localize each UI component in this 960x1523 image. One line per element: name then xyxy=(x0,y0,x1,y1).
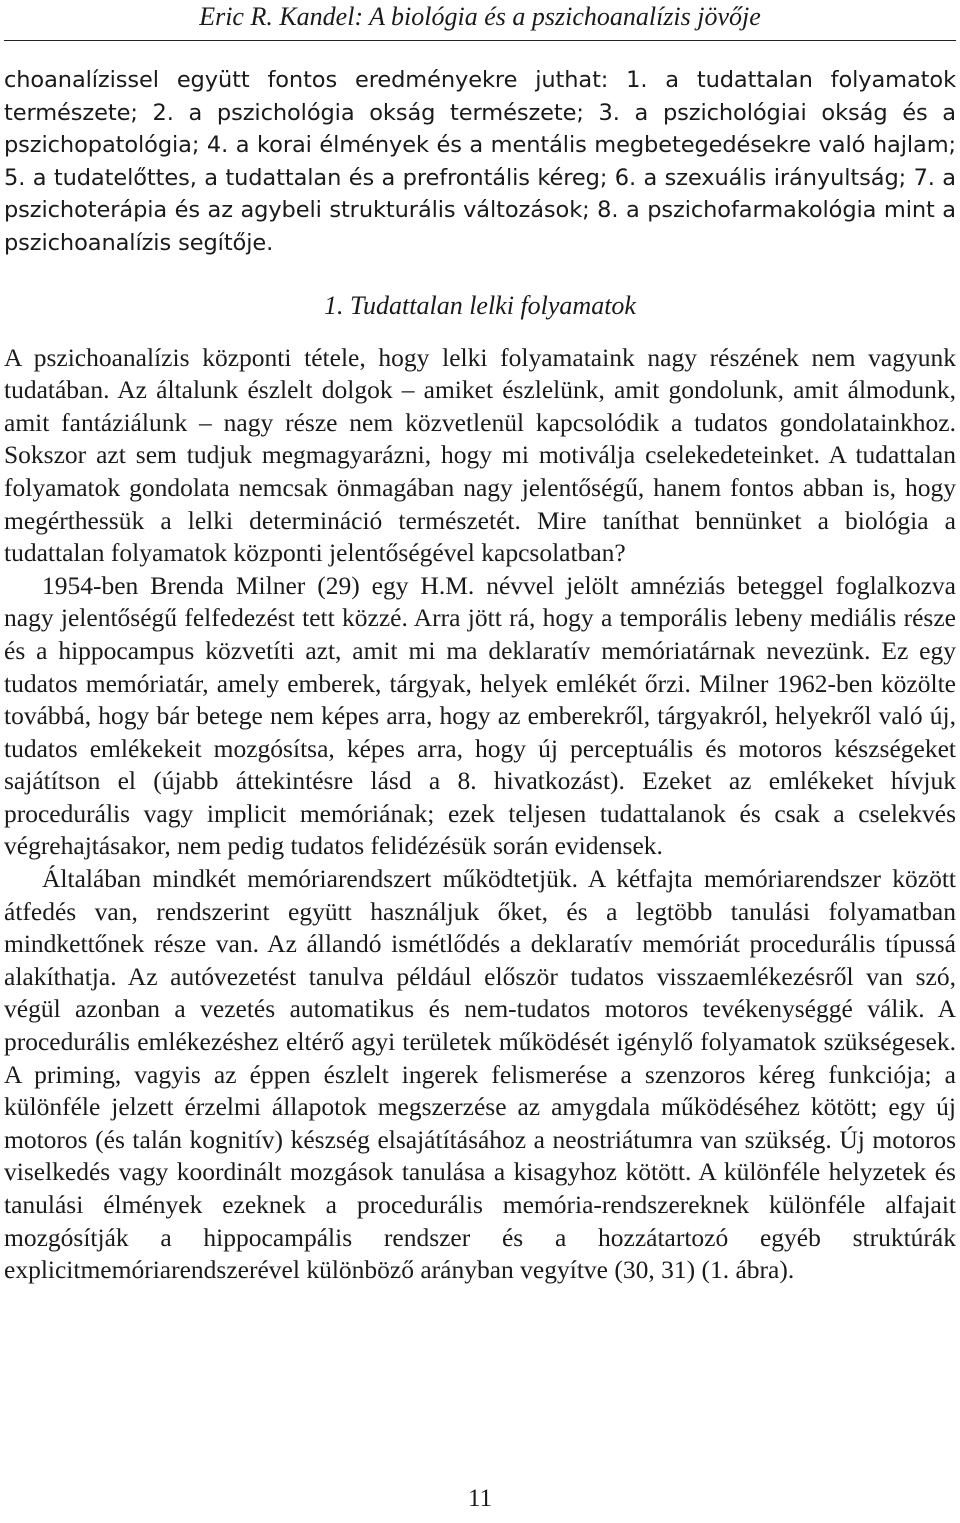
body-paragraph-3: Általában mindkét memóriarendszert működtetjük. A kétfajta memóriarendszer között átfedés van, rendszerint együtt használjuk őket, és a legtöbb tanulási folyamatban mindkettőnek része van. Az állandó ismétlődés a deklaratív memóriát procedurális típussá alakíthatja. Az autóvezetést tanulva például először tudatos visszaemlékezésről van szó, végül azonban a vezetés automatikus és nem-tudatos motoros tevékenységgé válik. A procedurális emlékezéshez eltérő agyi területek működését igénylő folyamatok szükségesek. A priming, vagyis az éppen észlelt ingerek felismerése a szenzoros kéreg funkciója; a különféle jelzett érzelmi állapotok megszerzése az amygdala működéséhez kötött; egy új motoros (és talán kognitív) készség elsajátításához a neostriátumra van szükség. Új motoros viselkedés vagy koordinált mozgások tanulása a kisagyhoz kötött. A különféle helyzetek és tanulási élmények ezeknek a procedurális memória-rendszereknek különféle alfajait mozgósítják a hippocampális rendszer és a hozzátartozó egyéb struktúrák explicitmemóriarendszerével különböző arányban vegyítve (30, 31) (1. ábra). xyxy=(4,864,956,1285)
body-paragraph-2: 1954-ben Brenda Milner (29) egy H.M. névvel jelölt amnéziás beteggel foglalkozva nagy jelentőségű felfedezést tett közzé. Arra jött rá, hogy a temporális lebeny mediális része és a hippocampus közvetíti azt, amit mi ma deklaratív memóriatárnak nevezünk. Ez egy tudatos memóriatár, amely emberek, tárgyak, helyek emlékét őrzi. Milner 1962-ben közölte továbbá, hogy bár betege nem képes arra, hogy az emberekről, tárgyakról, helyekről való új, tudatos emlékekeit mozgósítsa, képes arra, hogy új perceptuális és motoros készségeket sajátítson el (újabb áttekintésre lásd a 8. hivatkozást). Ezeket az emlékeket hívjuk procedurális vagy implicit memóriának; ezek teljesen tudattalanok és csak a cselekvés végrehajtásakor, nem pedig tudatos felidézésük során evidensek. xyxy=(4,570,956,861)
body-paragraph-1: A pszichoanalízis központi tétele, hogy lelki folyamataink nagy részének nem vagyunk tudatában. Az általunk észlelt dolgok – amiket észlelünk, amit gondolunk, amit álmodunk, amit fantáziálunk – nagy része nem közvetlenül kapcsolódik a tudatos gondolatainkhoz. Sokszor azt sem tudjuk megmagyarázni, hogy mi motiválja cselekedeteinket. A tudattalan folyamatok gondolata nemcsak önmagában nagy jelentőségű, hanem fontos abban is, hogy megérthessük a lelki determináció természetét. Mire taníthat bennünket a biológia a tudattalan folyamatok központi jelentőségével kapcsolatban? xyxy=(4,342,956,568)
section-heading: 1. Tudattalan lelki folyamatok xyxy=(324,290,636,320)
page-number: 11 xyxy=(467,1485,493,1512)
header-rule xyxy=(4,40,956,41)
running-header: Eric R. Kandel: A biológia és a pszichoanalízis jövője xyxy=(199,2,761,31)
page-body xyxy=(4,64,956,1287)
intro-paragraph: choanalízissel együtt fontos eredményekre juthat: 1. a tudattalan folyamatok természete; 2. a pszichológia okság természete; 3. a pszichológiai okság és a pszichopatológia; 4. a korai élmények és a mentális megbetegedésekre való hajlam; 5. a tudatelőttes, a tudattalan és a prefrontális kéreg; 6. a szexuális irányultság; 7. a pszichoterápia és az agybeli strukturális változások; 8. a pszichofarmakológia mint a pszichoanalízis segítője. xyxy=(4,67,956,256)
